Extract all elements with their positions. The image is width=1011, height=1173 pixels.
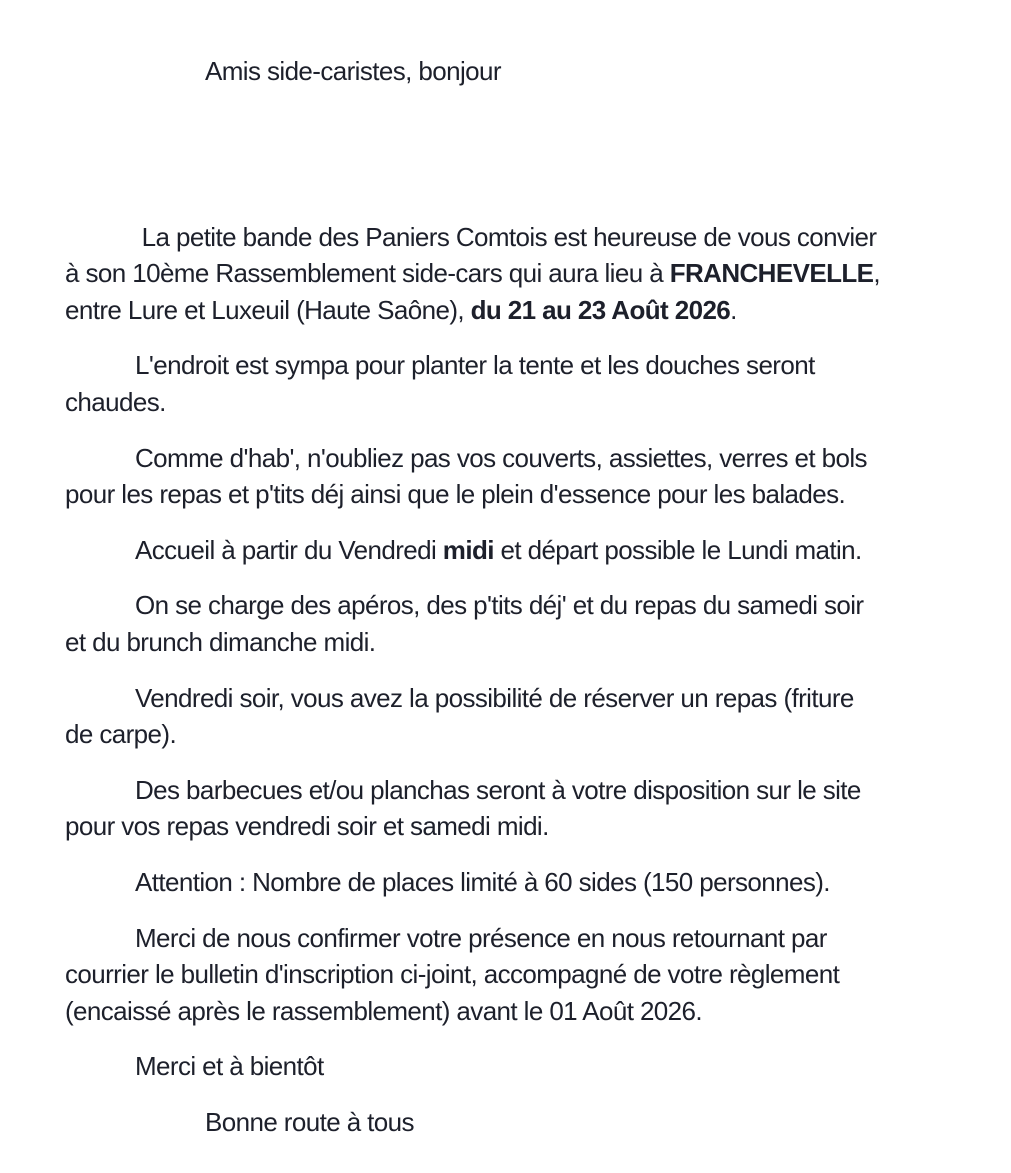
closing-thanks [65,1048,975,1085]
text-segment: Merci de nous confirmer votre présence en nous retournant par [135,922,827,953]
text-segment: pour vos repas vendredi soir et samedi midi. [65,811,549,842]
text-segment: , [873,258,881,289]
text-segment: Merci et à bientôt [135,1051,324,1082]
text-segment: Des barbecues et/ou planchas seront à votre disposition sur le site [135,774,861,805]
text-segment: courrier le bulletin d'inscription ci-joint, accompagné de votre règlement [65,959,840,990]
paragraph-meals-provided [65,587,975,660]
text-segment: Accueil à partir du Vendredi [135,534,443,565]
bold-text-segment: FRANCHEVELLE [669,258,874,289]
text-segment: à son 10ème Rassemblement side-cars qui aura lieu à [65,258,670,289]
text-segment: La petite bande des Paniers Comtois est heureuse de vous convier [135,221,877,252]
bold-text-segment: du 21 au 23 Août 2026 [470,294,731,325]
paragraph-campsite [65,347,975,420]
paragraph-schedule [65,532,975,569]
paragraph-invitation [65,219,975,329]
text-segment: Comme d'hab', n'oubliez pas vos couverts, assiettes, verres et bols [135,442,867,473]
text-segment: de carpe). [65,719,177,750]
text-segment: et du brunch dimanche midi. [65,626,376,657]
text-segment: Vendredi soir, vous avez la possibilité de réserver un repas (friture [135,682,854,713]
paragraph-friday-dinner [65,680,975,753]
paragraph-equipment [65,440,975,513]
text-segment: pour les repas et p'tits déj ainsi que le plein d'essence pour les balades. [65,479,846,510]
text-segment: entre Lure et Luxeuil (Haute Saône), [65,294,471,325]
document-body [65,53,975,1140]
paragraph-registration [65,920,975,1030]
bold-text-segment: midi [442,534,494,565]
text-segment: Amis side-caristes, bonjour [205,56,501,86]
text-segment: (encaissé après le rassemblement) avant le 01 Août 2026. [65,995,703,1026]
text-segment: Attention : Nombre de places limité à 60 sides (150 personnes). [135,866,830,897]
closing-farewell [65,1104,975,1141]
text-segment: L'endroit est sympa pour planter la tente et les douches seront [135,350,815,381]
text-segment: . [730,294,737,325]
text-segment: On se charge des apéros, des p'tits déj' et du repas du samedi soir [135,590,864,621]
text-segment: Bonne route à tous [205,1106,414,1137]
paragraph-barbecues [65,772,975,845]
greeting-line [65,53,975,90]
paragraph-capacity-warning [65,864,975,901]
text-segment: chaudes. [65,386,166,417]
text-segment: et départ possible le Lundi matin. [493,534,862,565]
